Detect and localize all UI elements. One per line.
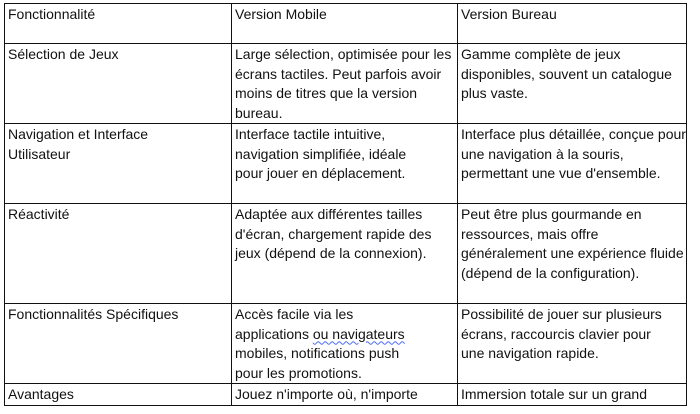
desktop-cell: Immersion totale sur un grand — [458, 384, 687, 406]
desktop-cell: Peut être plus gourmande en ressources, mais offre généralement une expérience fluide (dépend de la configuration). — [458, 204, 687, 304]
comparison-table — [4, 3, 687, 406]
header-desktop: Version Bureau — [458, 4, 687, 44]
desktop-cell: Gamme complète de jeux disponibles, souvent un catalogue plus vaste. — [458, 44, 687, 124]
table-row — [5, 204, 687, 304]
mobile-cell: Adaptée aux différentes tailles d'écran, chargement rapide des jeux (dépend de la connexion). — [232, 204, 458, 304]
header-mobile: Version Mobile — [232, 4, 458, 44]
table-header-row — [5, 4, 687, 44]
mobile-text-part2: mobiles, notifications push pour les promotions. — [235, 345, 400, 381]
feature-cell: Avantages — [5, 384, 232, 406]
mobile-cell: Large sélection, optimisée pour les écrans tactiles. Peut parfois avoir moins de titres que la version bureau. — [232, 44, 458, 124]
desktop-cell: Interface plus détaillée, conçue pour une navigation à la souris, permettant une vue d'ensemble. — [458, 124, 687, 204]
feature-cell: Sélection de Jeux — [5, 44, 232, 124]
mobile-cell: Jouez n'importe où, n'importe — [232, 384, 458, 406]
feature-cell: Navigation et Interface Utilisateur — [5, 124, 232, 204]
feature-cell: Réactivité — [5, 204, 232, 304]
header-feature: Fonctionnalité — [5, 4, 232, 44]
mobile-text-part1: Accès facile via les applications — [235, 306, 354, 342]
desktop-cell: Possibilité de jouer sur plusieurs écrans, raccourcis clavier pour une navigation rapide. — [458, 304, 687, 384]
spellcheck-underlined-text: ou navigateurs — [312, 325, 405, 342]
feature-cell: Fonctionnalités Spécifiques — [5, 304, 232, 384]
mobile-cell — [232, 304, 458, 384]
table-row — [5, 384, 687, 406]
mobile-cell: Interface tactile intuitive, navigation simplifiée, idéale pour jouer en déplacement. — [232, 124, 458, 204]
table-row — [5, 124, 687, 204]
table-row — [5, 44, 687, 124]
table-row — [5, 304, 687, 384]
